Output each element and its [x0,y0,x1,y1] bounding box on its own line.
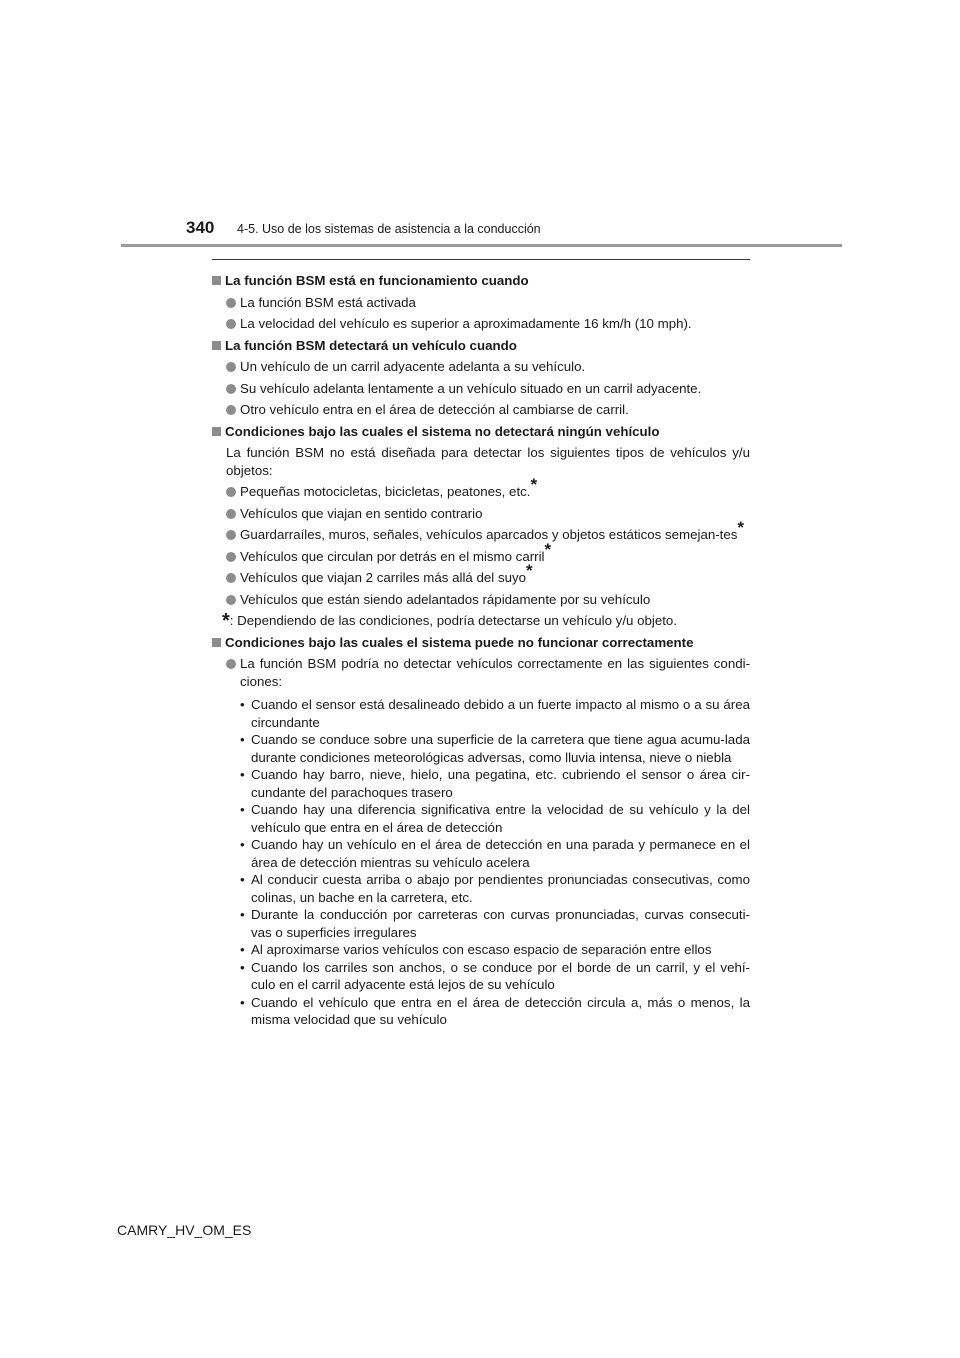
circle-bullet-icon [226,319,236,329]
circle-bullet-icon [226,530,236,540]
list-item: La función BSM está activada [210,294,750,312]
square-bullet-icon [212,341,221,350]
square-bullet-icon [212,638,221,647]
asterisk-mark: * [530,475,538,494]
section-heading: Condiciones bajo las cuales el sistema puede no funcionar correctamente [210,634,750,652]
circle-bullet-icon [226,362,236,372]
asterisk-mark: * [526,561,533,580]
header-rule [121,244,842,247]
square-bullet-icon [212,427,221,436]
list-item: Pequeñas motocicletas, bicicletas, peatones, etc.* [210,483,750,501]
circle-bullet-icon [226,384,236,394]
section-heading: La función BSM está en funcionamiento cuando [210,272,750,290]
circle-bullet-icon [226,509,236,519]
document-code: CAMRY_HV_OM_ES [117,1222,252,1238]
list-item: Su vehículo adelanta lentamente a un vehículo situado en un carril adyacente. [210,380,750,398]
asterisk-mark: * [222,610,230,632]
asterisk-mark: * [544,539,552,559]
footnote: *: Dependiendo de las condiciones, podría detectarse un vehículo y/u objeto. [222,610,678,632]
list-item: Otro vehículo entra en el área de detección al cambiarse de carril. [210,401,750,419]
circle-bullet-icon [226,595,236,605]
circle-bullet-icon [226,659,236,669]
circle-bullet-icon [226,405,236,415]
sub-list-item: • Al aproximarse varios vehículos con escaso espacio de separación entre ellos [240,942,712,957]
sub-list-item: • Cuando hay un vehículo en el área de detección en una parada y permanece en el área de detección mientras su vehículo acelera [240,837,750,870]
sub-list-item: • Al conducir cuesta arriba o abajo por pendientes pronunciadas consecutivas, como colinas, un bache en la carretera, etc. [240,872,750,905]
list-item: Vehículos que viajan en sentido contrario [210,505,750,523]
section-heading: Condiciones bajo las cuales el sistema no detectará ningún vehículo [210,423,750,441]
asterisk-mark: * [737,518,745,537]
sub-list-item: • Cuando el vehículo que entra en el área de detección circula a, más o menos, la misma velocidad que su vehículo [240,994,750,1027]
condition-list [210,696,750,1029]
content [210,268,750,1029]
square-bullet-icon [212,276,221,285]
circle-bullet-icon [226,573,236,583]
content-rule [212,259,750,260]
section-intro: La función BSM no está diseñada para detectar los siguientes tipos de vehículos y/u objetos: [226,445,750,478]
section-heading: La función BSM detectará un vehículo cuando [210,337,750,355]
list-item: La velocidad del vehículo es superior a aproximadamente 16 km/h (10 mph). [210,315,750,333]
circle-bullet-icon [226,552,236,562]
list-item: Vehículos que viajan 2 carriles más allá del suyo* [210,569,750,587]
list-item: Vehículos que están siendo adelantados rápidamente por su vehículo [210,591,750,609]
list-item: Vehículos que circulan por detrás en el mismo carril* [210,548,750,566]
list-item: Guardarraíles, muros, señales, vehículos aparcados y objetos estáticos semejan-tes* [210,526,750,544]
chapter-title: 4-5. Uso de los sistemas de asistencia a la conducción [237,222,541,236]
list-item: La función BSM podría no detectar vehículos correctamente en las siguientes condi-ciones: [210,655,750,690]
sub-list-item: • Cuando hay una diferencia significativa entre la velocidad de su vehículo y la del vehículo que entra en el área de detección [240,802,750,835]
sub-list-item: • Cuando se conduce sobre una superficie de la carretera que tiene agua acumu-lada durante condiciones meteorológicas adversas, como lluvia intensa, nieve o niebla [240,732,750,765]
sub-list-item: • Cuando hay barro, nieve, hielo, una pegatina, etc. cubriendo el sensor o área cir-cundante del parachoques trasero [240,767,750,800]
circle-bullet-icon [226,487,236,497]
page-number: 340 [186,218,215,237]
sub-list-item: • Cuando el sensor está desalineado debido a un fuerte impacto al mismo o a su área circundante [240,697,750,730]
circle-bullet-icon [226,298,236,308]
sub-list-item: • Cuando los carriles son anchos, o se conduce por el borde de un carril, y el vehí-culo en el carril adyacente está lejos de su vehículo [240,959,750,992]
list-item: Un vehículo de un carril adyacente adelanta a su vehículo. [210,358,750,376]
sub-list-item: • Durante la conducción por carreteras con curvas pronunciadas, curvas consecuti-vas o superficies irregulares [240,907,750,940]
